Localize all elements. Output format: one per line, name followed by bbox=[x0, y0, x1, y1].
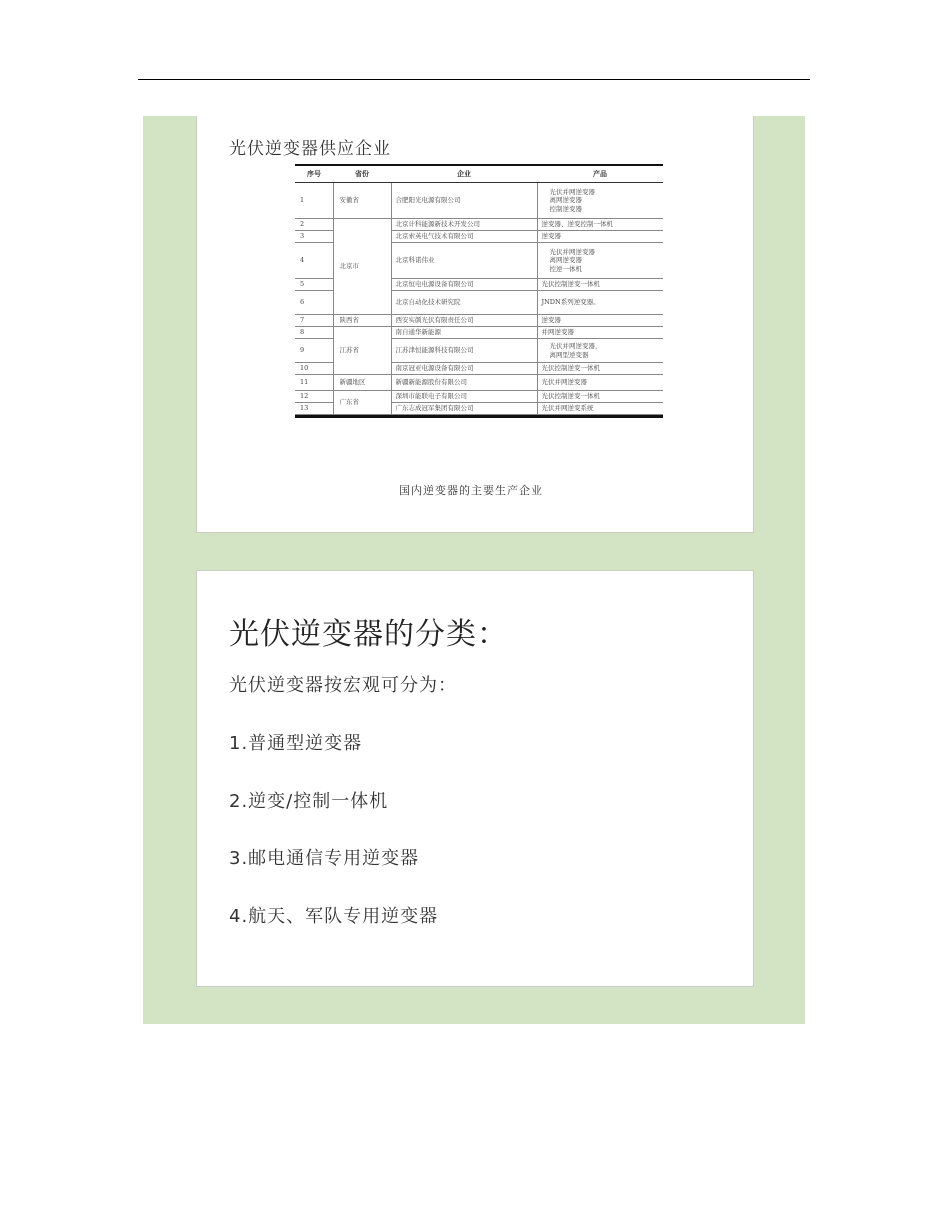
cell-company: 新疆新能源股份有限公司 bbox=[391, 375, 537, 391]
cell-company: 合肥阳光电源有限公司 bbox=[391, 183, 537, 219]
col-header-province: 省份 bbox=[333, 165, 391, 183]
table-row bbox=[295, 315, 663, 327]
product-line: 逆变器、逆变控制一体机 bbox=[541, 220, 613, 229]
table-bottom-rule bbox=[295, 415, 663, 418]
product-line: 光伏并网逆变器 bbox=[549, 187, 595, 196]
header-rule bbox=[138, 79, 810, 80]
product-line: 光伏控制逆变一体机 bbox=[541, 364, 600, 373]
cell-products bbox=[537, 375, 663, 391]
product-line: 光伏并网逆变系统 bbox=[541, 404, 594, 413]
cell-company: 西安实颜光伏有限责任公司 bbox=[391, 315, 537, 327]
slide-title: 光伏逆变器供应企业 bbox=[229, 139, 391, 159]
cell-province: 新疆地区 bbox=[333, 375, 391, 391]
cell-company: 深圳市能联电子有限公司 bbox=[391, 391, 537, 403]
slide-classification bbox=[196, 570, 754, 987]
cell-index: 11 bbox=[295, 375, 333, 391]
cell-index: 8 bbox=[295, 327, 333, 339]
cell-index: 6 bbox=[295, 291, 333, 315]
table-row bbox=[295, 183, 663, 219]
cell-index: 5 bbox=[295, 279, 333, 291]
table-row bbox=[295, 327, 663, 339]
cell-province: 广东省 bbox=[333, 391, 391, 415]
cell-index: 3 bbox=[295, 231, 333, 243]
cell-products bbox=[537, 339, 663, 363]
cell-index: 2 bbox=[295, 219, 333, 231]
slide-title: 光伏逆变器的分类： bbox=[229, 617, 508, 652]
cell-products bbox=[537, 391, 663, 403]
cell-products bbox=[537, 291, 663, 315]
product-line: 光伏并网逆变器， bbox=[549, 342, 602, 350]
table-row bbox=[295, 375, 663, 391]
cell-products bbox=[537, 183, 663, 219]
cell-products bbox=[537, 327, 663, 339]
table-row bbox=[295, 391, 663, 403]
cell-products bbox=[537, 243, 663, 279]
cell-index: 7 bbox=[295, 315, 333, 327]
cell-company: 北京科诺伟业 bbox=[391, 243, 537, 279]
product-line: 控制逆变器 bbox=[549, 204, 582, 213]
product-line: 离网逆变器 bbox=[549, 196, 582, 205]
cell-index: 10 bbox=[295, 363, 333, 375]
cell-province: 安徽省 bbox=[333, 183, 391, 219]
cell-products bbox=[537, 219, 663, 231]
cell-index: 1 bbox=[295, 183, 333, 219]
cell-province: 陕西省 bbox=[333, 315, 391, 327]
cell-province: 江苏省 bbox=[333, 327, 391, 375]
slide-supplier-table bbox=[196, 116, 754, 533]
list-item: 3.邮电通信专用逆变器 bbox=[229, 848, 420, 869]
classification-list bbox=[229, 729, 438, 959]
cell-products bbox=[537, 363, 663, 375]
table-row bbox=[295, 219, 663, 231]
cell-company: 北京自动化技术研究院 bbox=[391, 291, 537, 315]
cell-products bbox=[537, 403, 663, 415]
cell-company: 北京计科能源新技术开发公司 bbox=[391, 219, 537, 231]
product-line: 逆变器 bbox=[541, 232, 561, 241]
cell-company: 北京恒电电源设备有限公司 bbox=[391, 279, 537, 291]
supplier-table bbox=[295, 164, 663, 415]
col-header-company: 企业 bbox=[391, 165, 537, 183]
cell-index: 9 bbox=[295, 339, 333, 363]
col-header-index: 序号 bbox=[295, 165, 333, 183]
cell-index: 12 bbox=[295, 391, 333, 403]
col-header-products: 产品 bbox=[537, 165, 663, 183]
cell-company: 北京索英电气技术有限公司 bbox=[391, 231, 537, 243]
cell-company: 广东志成冠军集团有限公司 bbox=[391, 403, 537, 415]
cell-products bbox=[537, 315, 663, 327]
product-line: 光伏控制逆变一体机 bbox=[541, 392, 600, 401]
cell-company: 江苏津恒能源科技有限公司 bbox=[391, 339, 537, 363]
cell-index: 13 bbox=[295, 403, 333, 415]
product-line: 控逆一体机 bbox=[549, 264, 582, 273]
cell-province: 北京市 bbox=[333, 219, 391, 315]
table-body bbox=[295, 183, 663, 415]
product-line: 并网逆变器 bbox=[541, 328, 574, 337]
supplier-table-wrap bbox=[295, 164, 663, 418]
cell-products bbox=[537, 231, 663, 243]
product-line: 离网型逆变器 bbox=[549, 350, 589, 359]
slide-intro: 光伏逆变器按宏观可分为： bbox=[229, 675, 457, 696]
list-item: 2.逆变/控制一体机 bbox=[229, 790, 389, 812]
product-line: 光伏并网逆变器 bbox=[549, 247, 595, 256]
product-line: 逆变器 bbox=[541, 316, 561, 325]
cell-company: 南京冠亚电源设备有限公司 bbox=[391, 363, 537, 375]
table-header-row bbox=[295, 165, 663, 183]
product-line: 光伏并网逆变器 bbox=[541, 378, 587, 387]
product-line: JNDN系列逆变器。 bbox=[541, 298, 600, 307]
product-line: 离网逆变器 bbox=[549, 256, 582, 265]
product-line: 光伏控制逆变一体机 bbox=[541, 280, 600, 289]
list-item: 4.航天、军队专用逆变器 bbox=[229, 905, 439, 927]
table-caption: 国内逆变器的主要生产企业 bbox=[399, 484, 543, 497]
cell-company: 南自通华新能源 bbox=[391, 327, 537, 339]
cell-products bbox=[537, 279, 663, 291]
cell-index: 4 bbox=[295, 243, 333, 279]
list-item: 1.普通型逆变器 bbox=[229, 733, 363, 754]
